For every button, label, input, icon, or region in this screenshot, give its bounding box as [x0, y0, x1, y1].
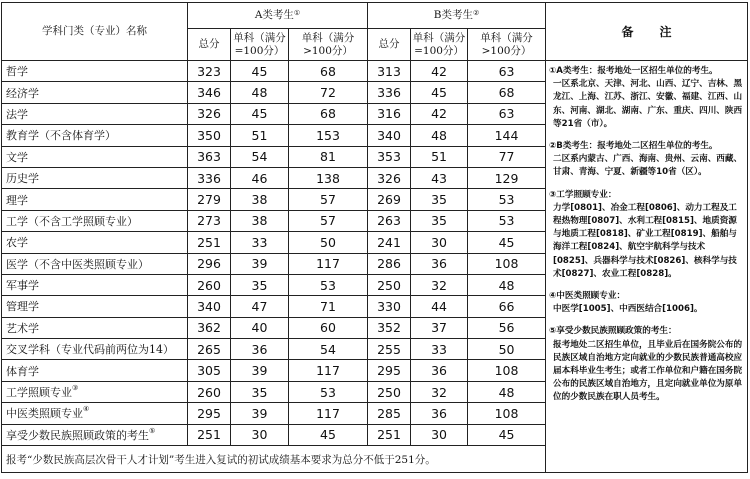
- remark-body: 力学[0801]、冶金工程[0806]、动力工程及工程热物理[0807]、水利工程[0815]、地质资源与地质工程[0818]、矿业工程[0819]、船舶与海洋工程[0824]、航空宇航科学与技术[0825]、兵器科学与技术[0826]、核科学与技术[0827]、农业工程[0828]。: [553, 202, 737, 279]
- subject-name: 哲学: [2, 61, 188, 82]
- subject-name: 工学照顾专业③: [2, 381, 188, 402]
- header-remarks: 备注: [546, 3, 748, 61]
- score-a-single-over-100: 57: [289, 189, 368, 210]
- score-b-total: 263: [368, 210, 411, 231]
- score-a-single-100: 39: [231, 403, 289, 424]
- score-a-single-100: 33: [231, 232, 289, 253]
- score-b-single-over-100: 144: [468, 125, 546, 146]
- score-a-single-100: 38: [231, 210, 289, 231]
- score-a-single-100: 47: [231, 296, 289, 317]
- header-a-single-over-100: 单科（满分 >100分）: [289, 29, 368, 61]
- score-b-single-over-100: 45: [468, 424, 546, 445]
- score-b-single-over-100: 108: [468, 403, 546, 424]
- score-a-single-100: 39: [231, 360, 289, 381]
- score-a-single-over-100: 53: [289, 274, 368, 295]
- score-a-total: 323: [188, 61, 231, 82]
- score-a-single-over-100: 68: [289, 61, 368, 82]
- score-b-single-100: 45: [411, 82, 468, 103]
- score-a-single-100: 30: [231, 424, 289, 445]
- subject-name: 理学: [2, 189, 188, 210]
- score-b-single-over-100: 45: [468, 232, 546, 253]
- score-b-single-over-100: 53: [468, 189, 546, 210]
- score-b-single-over-100: 56: [468, 317, 546, 338]
- subject-name: 艺术学: [2, 317, 188, 338]
- remark-block: [549, 325, 744, 404]
- score-b-single-100: 44: [411, 296, 468, 317]
- score-b-single-over-100: 50: [468, 339, 546, 360]
- score-b-single-100: 36: [411, 360, 468, 381]
- score-requirements-table: [1, 2, 748, 473]
- remark-block: [549, 65, 744, 131]
- score-a-single-over-100: 53: [289, 381, 368, 402]
- score-b-single-over-100: 48: [468, 381, 546, 402]
- score-a-single-over-100: 72: [289, 82, 368, 103]
- score-a-single-100: 45: [231, 103, 289, 124]
- score-a-single-100: 36: [231, 339, 289, 360]
- table-row: [2, 61, 748, 82]
- score-b-total: 250: [368, 381, 411, 402]
- score-a-single-over-100: 68: [289, 103, 368, 124]
- score-b-single-100: 33: [411, 339, 468, 360]
- score-b-single-100: 35: [411, 189, 468, 210]
- remark-block: [549, 290, 744, 316]
- score-a-total: 296: [188, 253, 231, 274]
- score-a-single-over-100: 153: [289, 125, 368, 146]
- score-a-total: 336: [188, 167, 231, 188]
- score-b-single-100: 42: [411, 103, 468, 124]
- remark-heading: ③工学照顾专业：: [549, 189, 617, 200]
- subject-name: 交叉学科（专业代码前两位为14）: [2, 339, 188, 360]
- header-b-single-over-100: 单科（满分 >100分）: [468, 29, 546, 61]
- score-a-total: 362: [188, 317, 231, 338]
- score-a-total: 350: [188, 125, 231, 146]
- subject-name: 中医类照顾专业④: [2, 403, 188, 424]
- score-b-single-over-100: 63: [468, 61, 546, 82]
- remarks-panel: [546, 61, 748, 473]
- score-a-total: 326: [188, 103, 231, 124]
- remark-body: 报考地处二区招生单位，且毕业后在国务院公布的民族区域自治地方定向就业的少数民族普通高校应届本科毕业生考生；或者工作单位和户籍在国务院公布的民族区域自治地方，且定向就业单位为原单位的少数民族在职人员考生。: [553, 339, 743, 403]
- score-b-single-100: 32: [411, 381, 468, 402]
- header-a-single-100: 单科（满分 =100分）: [231, 29, 289, 61]
- score-b-total: 250: [368, 274, 411, 295]
- score-a-single-100: 35: [231, 381, 289, 402]
- score-b-single-100: 30: [411, 424, 468, 445]
- score-a-single-over-100: 117: [289, 360, 368, 381]
- remark-body: 二区系内蒙古、广西、海南、贵州、云南、西藏、甘肃、青海、宁夏、新疆等10省（区）。: [553, 154, 743, 178]
- footnote: 报考“少数民族高层次骨干人才计划”考生进入复试的初试成绩基本要求为总分不低于251分。: [2, 446, 546, 473]
- remark-block: [549, 140, 744, 180]
- score-b-total: 326: [368, 167, 411, 188]
- score-a-single-100: 35: [231, 274, 289, 295]
- score-b-single-over-100: 66: [468, 296, 546, 317]
- header-b-total: 总分: [368, 29, 411, 61]
- score-b-single-over-100: 129: [468, 167, 546, 188]
- remark-body: 中医学[1005]、中西医结合[1006]。: [553, 304, 703, 315]
- score-b-single-100: 51: [411, 146, 468, 167]
- score-a-single-over-100: 81: [289, 146, 368, 167]
- score-b-total: 330: [368, 296, 411, 317]
- score-a-single-over-100: 45: [289, 424, 368, 445]
- score-a-single-over-100: 117: [289, 403, 368, 424]
- subject-name: 农学: [2, 232, 188, 253]
- score-a-single-100: 48: [231, 82, 289, 103]
- score-a-single-100: 51: [231, 125, 289, 146]
- score-b-single-over-100: 48: [468, 274, 546, 295]
- score-b-total: 336: [368, 82, 411, 103]
- score-a-total: 346: [188, 82, 231, 103]
- score-b-total: 251: [368, 424, 411, 445]
- header-group-a: A类考生①: [188, 3, 368, 29]
- score-a-single-100: 46: [231, 167, 289, 188]
- score-a-total: 251: [188, 424, 231, 445]
- score-b-total: 313: [368, 61, 411, 82]
- score-b-total: 269: [368, 189, 411, 210]
- subject-name: 教育学（不含体育学）: [2, 125, 188, 146]
- score-b-single-100: 48: [411, 125, 468, 146]
- score-b-single-over-100: 63: [468, 103, 546, 124]
- remark-heading: ②B类考生：报考地处二区招生单位的考生。: [549, 141, 718, 152]
- score-a-total: 363: [188, 146, 231, 167]
- score-a-single-over-100: 138: [289, 167, 368, 188]
- score-b-single-100: 32: [411, 274, 468, 295]
- header-group-b: B类考生②: [368, 3, 546, 29]
- score-a-single-over-100: 50: [289, 232, 368, 253]
- score-b-single-over-100: 53: [468, 210, 546, 231]
- score-a-total: 279: [188, 189, 231, 210]
- score-a-single-over-100: 54: [289, 339, 368, 360]
- header-a-total: 总分: [188, 29, 231, 61]
- remark-heading: ④中医类照顾专业：: [549, 291, 626, 302]
- score-a-single-over-100: 60: [289, 317, 368, 338]
- subject-name: 文学: [2, 146, 188, 167]
- score-b-single-100: 42: [411, 61, 468, 82]
- score-b-total: 285: [368, 403, 411, 424]
- remark-heading: ⑤享受少数民族照顾政策的考生：: [549, 326, 677, 337]
- score-b-single-100: 36: [411, 253, 468, 274]
- subject-name: 工学（不含工学照顾专业）: [2, 210, 188, 231]
- score-b-single-100: 37: [411, 317, 468, 338]
- remark-body: 一区系北京、天津、河北、山西、辽宁、吉林、黑龙江、上海、江苏、浙江、安徽、福建、江西、山东、河南、湖北、湖南、广东、重庆、四川、陕西等21省（市）。: [553, 79, 743, 129]
- score-b-single-100: 35: [411, 210, 468, 231]
- subject-name: 经济学: [2, 82, 188, 103]
- score-a-single-100: 38: [231, 189, 289, 210]
- remark-block: [549, 189, 744, 281]
- score-b-total: 255: [368, 339, 411, 360]
- score-a-total: 251: [188, 232, 231, 253]
- score-a-total: 273: [188, 210, 231, 231]
- score-b-single-100: 43: [411, 167, 468, 188]
- subject-name: 军事学: [2, 274, 188, 295]
- remark-heading: ①A类考生：报考地处一区招生单位的考生。: [549, 66, 718, 76]
- score-b-total: 286: [368, 253, 411, 274]
- score-a-single-100: 39: [231, 253, 289, 274]
- header-subject: 学科门类（专业）名称: [2, 3, 188, 61]
- score-a-total: 295: [188, 403, 231, 424]
- score-a-total: 340: [188, 296, 231, 317]
- score-b-single-100: 36: [411, 403, 468, 424]
- score-a-total: 305: [188, 360, 231, 381]
- score-a-single-over-100: 57: [289, 210, 368, 231]
- score-b-total: 316: [368, 103, 411, 124]
- score-b-single-over-100: 108: [468, 360, 546, 381]
- score-b-total: 340: [368, 125, 411, 146]
- subject-name: 法学: [2, 103, 188, 124]
- score-b-single-over-100: 108: [468, 253, 546, 274]
- subject-name: 管理学: [2, 296, 188, 317]
- subject-name: 享受少数民族照顾政策的考生⑤: [2, 424, 188, 445]
- score-a-single-over-100: 117: [289, 253, 368, 274]
- score-b-total: 352: [368, 317, 411, 338]
- subject-name: 医学（不含中医类照顾专业）: [2, 253, 188, 274]
- score-b-single-over-100: 68: [468, 82, 546, 103]
- score-a-single-100: 45: [231, 61, 289, 82]
- score-a-single-100: 40: [231, 317, 289, 338]
- score-b-total: 241: [368, 232, 411, 253]
- score-b-total: 353: [368, 146, 411, 167]
- subject-name: 体育学: [2, 360, 188, 381]
- score-a-single-100: 54: [231, 146, 289, 167]
- score-b-total: 295: [368, 360, 411, 381]
- score-a-total: 265: [188, 339, 231, 360]
- score-b-single-100: 30: [411, 232, 468, 253]
- header-b-single-100: 单科（满分 =100分）: [411, 29, 468, 61]
- score-a-total: 260: [188, 274, 231, 295]
- score-b-single-over-100: 77: [468, 146, 546, 167]
- subject-name: 历史学: [2, 167, 188, 188]
- score-a-total: 260: [188, 381, 231, 402]
- score-a-single-over-100: 71: [289, 296, 368, 317]
